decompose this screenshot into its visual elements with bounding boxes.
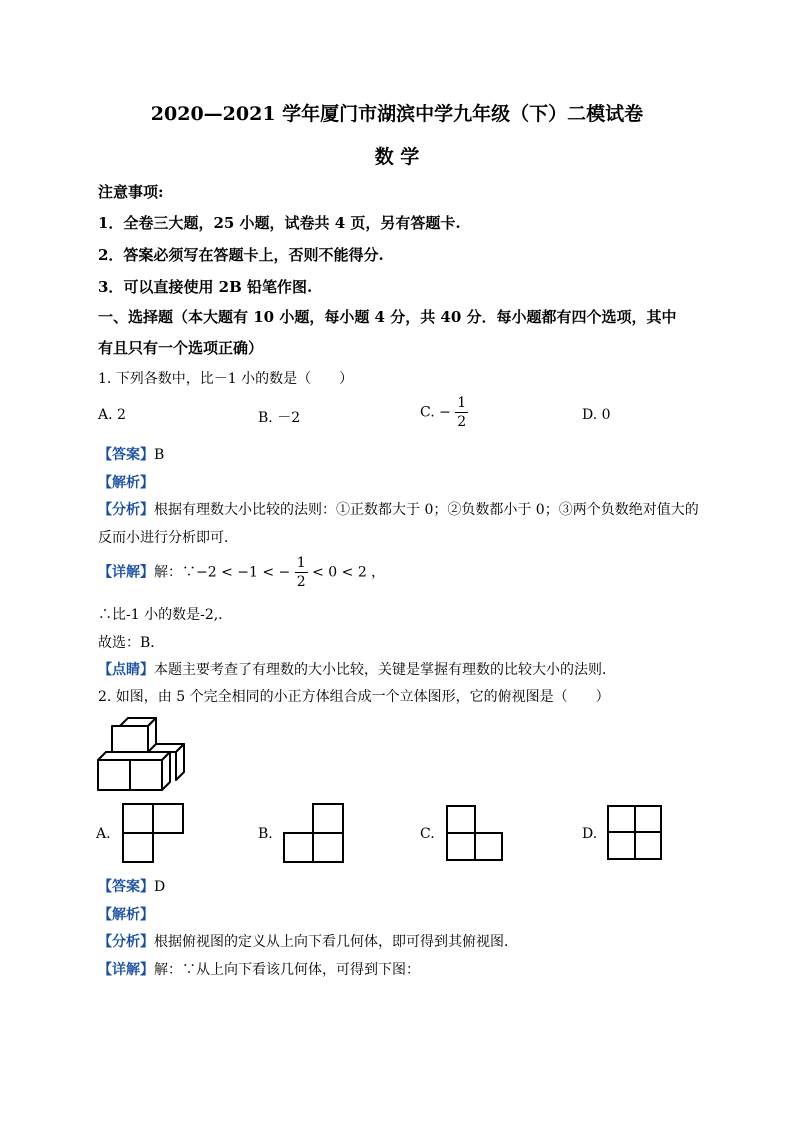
q1-detail-denominator: 2 <box>296 574 306 590</box>
q2-answer <box>98 876 165 896</box>
q2-fenxi-text: 根据俯视图的定义从上向下看几何体，即可得到其俯视图． <box>154 934 518 950</box>
q1-option-a: A. 2 <box>98 407 126 423</box>
q1-detail-numerator: 1 <box>296 555 306 571</box>
q2-stem: 2. 如图，由 5 个完全相同的小正方体组合成一个立体图形，它的俯视图是（ ） <box>98 689 610 705</box>
analysis-tag: 【解析】 <box>98 907 154 923</box>
q2-analysis-heading <box>98 904 154 924</box>
q1-option-c-numerator: 1 <box>457 395 467 411</box>
q2-detail <box>98 959 420 979</box>
q1-comment-text: 本题主要考查了有理数的大小比较，关键是掌握有理数的比较大小的法则． <box>154 662 616 678</box>
q2-detail-text: 解：∵从上向下看该几何体，可得到下图： <box>154 962 420 978</box>
q2-fenxi <box>98 931 518 951</box>
analysis-tag: 【解析】 <box>98 475 154 491</box>
q1-detail <box>98 556 385 589</box>
q2-option-a-figure <box>121 802 185 864</box>
comment-tag: 【点睛】 <box>98 662 154 678</box>
q1-option-c-denominator: 2 <box>457 414 467 430</box>
q2-option-d-figure <box>606 804 664 862</box>
q1-answer <box>98 444 164 464</box>
answer-tag: 【答案】 <box>98 447 154 463</box>
section-heading-line1: 一、选择题（本大题有 10 小题，每小题 4 分，共 40 分．每小题都有四个选项，其中 <box>98 308 677 326</box>
q2-option-c-label: C. <box>420 826 435 842</box>
notice-item-1: 1．全卷三大题，25 小题，试卷共 4 页，另有答题卡. <box>98 214 461 232</box>
page-title: 2020—2021 学年厦门市湖滨中学九年级（下）二模试卷 <box>150 103 644 125</box>
q2-option-b-label: B. <box>258 826 273 842</box>
q1-therefore: ∴比-1 小的数是-2,. <box>98 607 223 623</box>
q1-detail-prefix: 解：∵−2 < −1 < − <box>154 564 291 581</box>
cube-figure <box>96 718 190 792</box>
notice-item-2: 2．答案必须写在答题卡上，否则不能得分. <box>98 246 384 264</box>
q1-option-d: D. 0 <box>582 407 611 423</box>
notice-heading: 注意事项: <box>98 183 164 201</box>
fenxi-tag: 【分析】 <box>98 502 154 518</box>
q1-fenxi-line1: 根据有理数大小比较的法则：①正数都大于 0；②负数都小于 0；③两个负数绝对值大的 <box>154 502 699 518</box>
fenxi-tag: 【分析】 <box>98 934 154 950</box>
q2-option-c-figure <box>445 804 505 864</box>
q1-analysis-heading <box>98 472 154 492</box>
q1-detail-suffix: < 0 < 2 ， <box>312 564 386 581</box>
q2-option-b-figure <box>282 802 346 864</box>
q1-choose: 故选：B． <box>98 635 165 651</box>
q2-option-a-label: A. <box>96 826 111 842</box>
q1-fenxi <box>98 499 699 519</box>
subject-title: 数 学 <box>374 146 420 168</box>
q2-option-d-label: D. <box>582 826 598 842</box>
q1-comment <box>98 659 616 679</box>
notice-item-3: 3．可以直接使用 2B 铅笔作图. <box>98 278 313 296</box>
q1-stem: 1. 下列各数中，比－1 小的数是（ ） <box>98 371 354 387</box>
q1-answer-value: B <box>154 447 165 463</box>
q1-fenxi-line2: 反而小进行分析即可． <box>98 530 238 546</box>
q1-option-c-fraction <box>455 396 468 429</box>
answer-tag: 【答案】 <box>98 879 154 895</box>
q1-option-b: B. －2 <box>258 410 301 426</box>
q1-option-c <box>420 396 468 429</box>
section-heading-line2: 有且只有一个选项正确） <box>98 339 264 357</box>
q1-detail-fraction <box>295 556 308 589</box>
detail-tag: 【详解】 <box>98 564 154 581</box>
q2-answer-value: D <box>154 879 166 895</box>
q1-option-c-prefix: C. − <box>420 404 451 421</box>
detail-tag: 【详解】 <box>98 962 154 978</box>
